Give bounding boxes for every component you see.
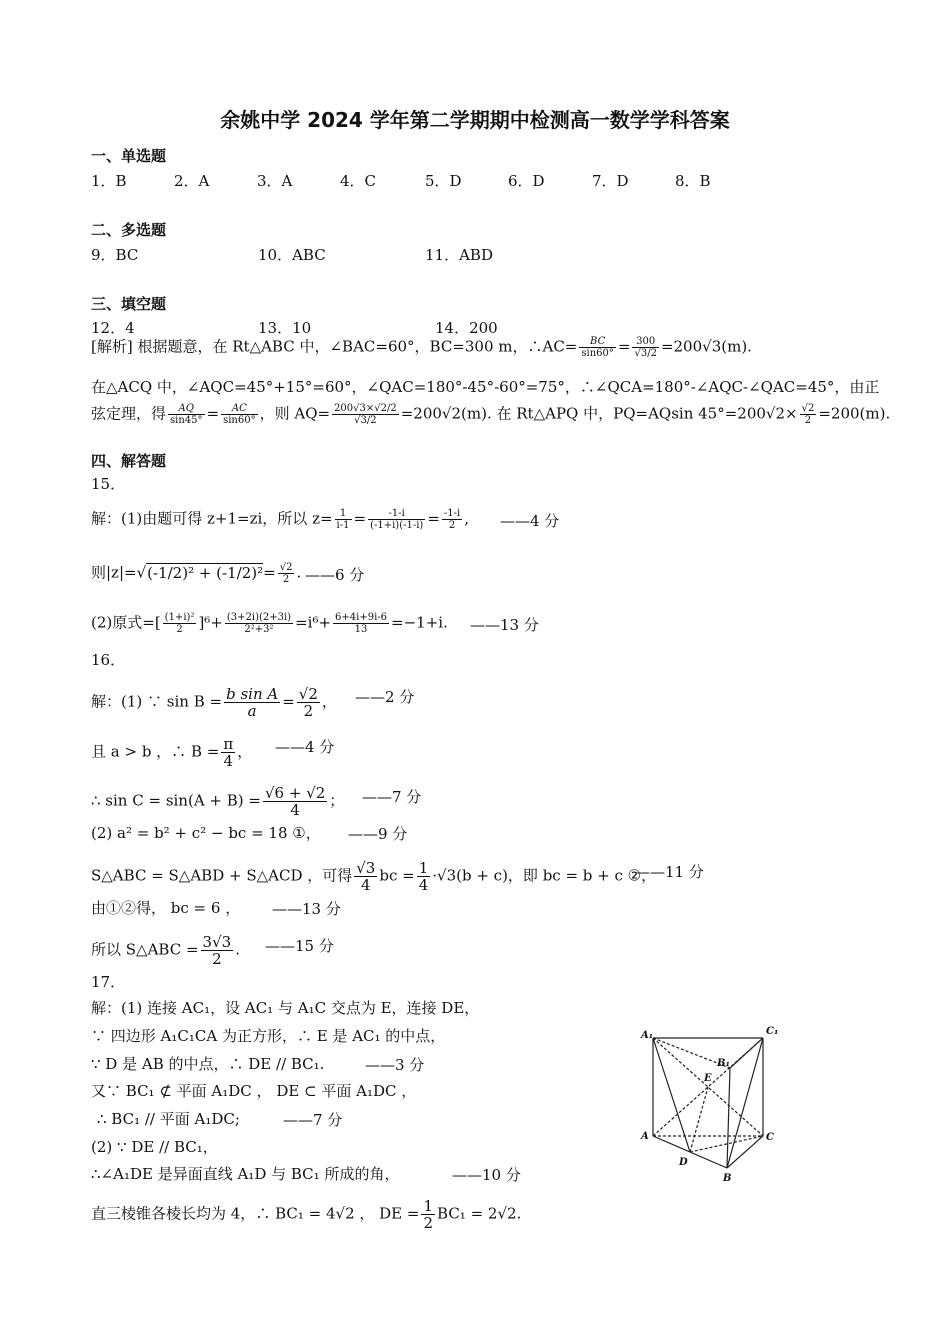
q17-score-3: ——10 分 — [452, 1166, 521, 1184]
label-e: E — [704, 1073, 712, 1084]
q15-score-3: ——13 分 — [470, 616, 539, 634]
q16-line-5: S△ABC = S△ABD + S△ACD ，可得 $\frac{√3}{4}$ bc = $\frac{1}{4}$ ·√3(b + c)，即 bc = b + c ②， — [91, 859, 657, 894]
q16-score-1: ——2 分 — [355, 688, 415, 706]
answer-2: 2．A — [174, 172, 210, 190]
q15-line-3: (2)原式=[ $\frac{\text{(1+i)²}}{2}$ ]⁶+ $\frac{(3+2i)(2+3i)}{\text{2²+3²}}$ =i⁶+ $\frac{6+4i+9i-6}{13}$ =−1+i. — [91, 612, 448, 635]
answer-10: 10．ABC — [258, 246, 326, 264]
q16-line-4: (2) a² = b² + c² − bc = 18 ①， — [91, 824, 321, 842]
q15-number: 15． — [91, 475, 126, 493]
fraction: $\frac{\text{b sin A}}{a}$ — [226, 685, 279, 720]
label-a1: A₁ — [641, 1030, 654, 1041]
label-b1: B₁ — [717, 1058, 730, 1069]
label-b: B — [723, 1173, 732, 1184]
q15-line-2: 则|z|=√(-1/2)² + (-1/2)²= $\frac{√2}{2}$ . — [91, 562, 302, 585]
diag-b-c1 — [727, 1038, 763, 1168]
answer-8: 8．B — [675, 172, 711, 190]
q17-number: 17． — [91, 973, 126, 991]
fraction: $\frac{200√3\times√2/2}{√3/2}$ — [334, 403, 397, 426]
q17-line-6: (2) ∵ DE // BC₁， — [91, 1138, 218, 1156]
fraction: $\frac{\pi}{4}$ — [223, 735, 234, 770]
q17-line-7: ∴∠A₁DE 是异面直线 A₁D 与 BC₁ 所成的角， — [91, 1165, 400, 1183]
q17-line-4: 又∵ BC₁ ⊄ 平面 A₁DC ， DE ⊂ 平面 A₁DC ， — [91, 1082, 417, 1100]
answer-14: 14．200 — [435, 319, 498, 337]
fraction: $\frac{1}{4}$ — [418, 859, 429, 894]
fraction: $\frac{AQ}{\sin 45^\circ}$ — [170, 403, 203, 426]
label-c: C — [766, 1132, 774, 1143]
answer-3: 3．A — [257, 172, 293, 190]
q15-line-1: 解：(1)由题可得 z+1=zi，所以 z= $\frac{1}{i-1}$ = $\frac{-1-i}{(-1+i)(-1-i)}$ = $\frac{-1-i}{2}$ , — [91, 508, 470, 531]
section-multi-choice: 二、多选题 — [91, 221, 167, 239]
fraction: $\frac{1}{2}$ — [423, 1197, 434, 1232]
fraction: $\frac{AC}{\sin 60^\circ}$ — [223, 403, 256, 426]
answer-7: 7．D — [592, 172, 629, 190]
fraction: $\frac{√2}{2}$ — [298, 685, 318, 720]
q16-score-7: ——15 分 — [265, 937, 334, 955]
q16-number: 16． — [91, 651, 126, 669]
fraction: $\frac{300}{√3/2}$ — [634, 336, 657, 359]
answer-5: 5．D — [425, 172, 462, 190]
q16-score-2: ——4 分 — [275, 738, 335, 756]
answer-4: 4．C — [340, 172, 377, 190]
page-title: 余姚中学 2024 学年第二学期期中检测高一数学学科答案 — [220, 108, 730, 132]
label-a: A — [641, 1131, 649, 1142]
answer-9: 9．BC — [91, 246, 139, 264]
label-d: D — [679, 1157, 688, 1168]
fraction: $\frac{6+4i+9i-6}{13}$ — [335, 612, 388, 635]
answer-1: 1．B — [91, 172, 127, 190]
answer-6: 6．D — [508, 172, 545, 190]
section-single-choice: 一、单选题 — [91, 147, 167, 165]
q16-score-4: ——9 分 — [348, 825, 408, 843]
fraction: $\frac{3√3}{2}$ — [202, 933, 232, 968]
q17-line-5: ∴ BC₁ // 平面 A₁DC; — [97, 1110, 240, 1128]
q17-line-2: ∵ 四边形 A₁C₁CA 为正方形，∴ E 是 AC₁ 的中点， — [91, 1027, 446, 1045]
line-d-c — [690, 1136, 763, 1152]
prism-figure — [635, 1018, 785, 1188]
q17-line-3: ∵ D 是 AB 的中点，∴ DE // BC₁. — [91, 1055, 325, 1073]
q16-line-1: 解：(1) ∵ sin B = $\frac{\text{b sin A}}{a}$ = $\frac{√2}{2}$ ， — [91, 685, 337, 720]
q17-line-8: 直三棱锥各棱长均为 4，∴ BC₁ = 4√2 ， DE = $\frac{1}{2}$ BC₁ = 2√2. — [91, 1197, 522, 1232]
label-c1: C₁ — [766, 1026, 779, 1037]
fraction: $\frac{√3}{4}$ — [356, 859, 376, 894]
q16-line-7: 所以 S△ABC = $\frac{3√3}{2}$ . — [91, 933, 240, 968]
fraction: $\frac{-1-i}{(-1+i)(-1-i)}$ — [370, 508, 424, 531]
line-d-e — [690, 1087, 708, 1152]
fraction: $\frac{√2}{2}$ — [279, 562, 293, 585]
fraction: $\frac{(3+2i)(2+3i)}{\text{2²+3²}}$ — [226, 612, 292, 635]
answer-11: 11．ABD — [425, 246, 493, 264]
fraction: $\frac{√6 + √2}{4}$ — [264, 784, 326, 819]
fraction: $\frac{\text{(1+i)²}}{2}$ — [164, 612, 195, 635]
q16-score-3: ——7 分 — [362, 788, 422, 806]
edge-b-c — [727, 1136, 763, 1168]
q16-score-6: ——13 分 — [272, 900, 341, 918]
q16-line-2: 且 a > b ，∴ B = $\frac{\pi}{4}$ ， — [91, 735, 253, 770]
fraction: $\frac{-1-i}{2}$ — [443, 508, 461, 531]
fraction: $\frac{BC}{\sin 60^\circ}$ — [581, 336, 614, 359]
fraction: $\frac{1}{i-1}$ — [336, 508, 350, 531]
q17-score-2: ——7 分 — [283, 1111, 343, 1129]
q15-score-1: ——4 分 — [500, 512, 560, 530]
q17-line-1: 解：(1) 连接 AC₁，设 AC₁ 与 A₁C 交点为 E，连接 DE， — [91, 999, 480, 1017]
analysis-line-1: [解析] 根据题意，在 Rt△ABC 中，∠BAC=60°，BC=300 m，∴AC= $\frac{BC}{\sin 60^\circ}$ = $\frac{300}{√3/2}$ =200√3(m). — [91, 336, 752, 359]
section-solutions: 四、解答题 — [91, 452, 167, 470]
answer-13: 13．10 — [258, 319, 312, 337]
q16-score-5: ——11 分 — [635, 863, 704, 881]
edge-b1-b — [727, 1068, 730, 1168]
analysis-line-3: 弦定理，得 $\frac{AQ}{\sin 45^\circ}$ = $\frac{AC}{\sin 60^\circ}$ ，则 AQ= $\frac{200√3\times√2/2}{√3/2}$ =200√2(m). 在 Rt△APQ 中，PQ=AQsin 45°=200√2× $\frac{√2}{2}$ =200(m). — [91, 403, 891, 426]
q16-line-3: ∴ sin C = sin(A + B) = $\frac{√6 + √2}{4}$ ； — [91, 784, 345, 819]
analysis-line-2: 在△ACQ 中，∠AQC=45°+15°=60°，∠QAC=180°-45°-60°=75°，∴∠QCA=180°-∠AQC-∠QAC=45°，由正 — [91, 378, 880, 396]
q17-score-1: ——3 分 — [365, 1056, 425, 1074]
q15-score-2: ——6 分 — [305, 566, 365, 584]
answer-12: 12．4 — [91, 319, 135, 337]
section-fill-blank: 三、填空题 — [91, 295, 167, 313]
fraction: $\frac{√2}{2}$ — [801, 403, 815, 426]
q16-line-6: 由①②得， bc = 6 ， — [91, 899, 241, 917]
